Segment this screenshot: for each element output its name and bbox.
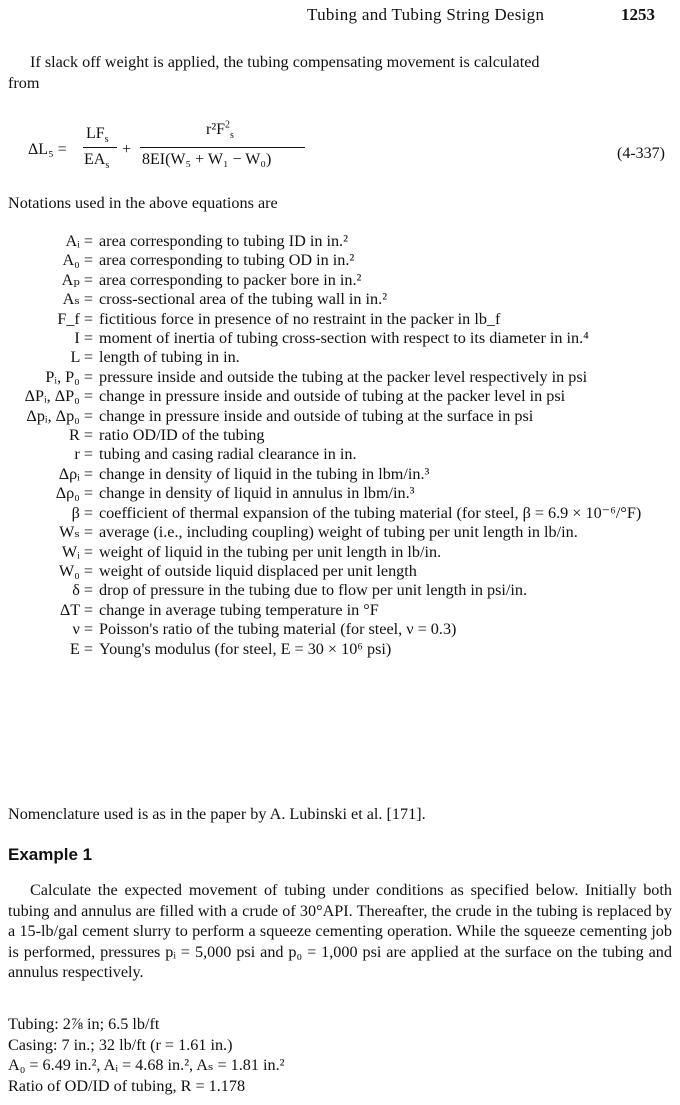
notation-list <box>0 232 680 659</box>
notation-symbol: L = <box>70 348 93 367</box>
notation-row <box>0 387 680 406</box>
notation-description: change in pressure inside and outside of tubing at the packer level in psi <box>99 387 566 406</box>
intro-line-2: from <box>8 74 40 92</box>
notation-description: change in density of liquid in the tubing in lbm/in.³ <box>99 464 430 483</box>
notation-symbol: Δpᵢ, Δp₀ = <box>26 406 93 425</box>
notation-row <box>0 348 680 367</box>
notation-row <box>0 504 680 523</box>
notations-intro: Notations used in the above equations are <box>8 194 278 212</box>
notation-symbol: I = <box>74 329 93 348</box>
notation-symbol: Δρᵢ = <box>58 464 93 483</box>
notation-symbol: Aₚ = <box>61 270 93 289</box>
notation-description: fictitious force in presence of no restraint in the packer in lb_f <box>99 309 501 328</box>
fraction-bar-2 <box>140 147 305 148</box>
notation-row <box>0 445 680 464</box>
notation-description: weight of liquid in the tubing per unit length in lb/in. <box>99 542 442 561</box>
notation-description: ratio OD/ID of the tubing <box>99 426 265 445</box>
notation-symbol: F_f = <box>57 309 93 328</box>
term2-numerator: $r^2F^2_s$ <box>206 119 234 142</box>
running-header-title: Tubing and Tubing String Design <box>307 5 545 24</box>
equation-plus: + <box>122 141 132 158</box>
notation-symbol: A₀ = <box>62 251 93 270</box>
notation-symbol: Wᵢ = <box>61 542 93 561</box>
notation-symbol: E = <box>69 639 93 658</box>
notation-description: area corresponding to tubing ID in in.² <box>99 232 348 250</box>
notation-row <box>0 407 680 426</box>
notation-row <box>0 329 680 348</box>
notation-symbol: ΔT = <box>59 600 93 619</box>
notation-row <box>0 290 680 309</box>
notation-description: change in average tubing temperature in °F <box>99 600 379 619</box>
intro-line-1: If slack off weight is applied, the tubing compensating movement is calculated <box>30 53 540 71</box>
nomenclature-note: Nomenclature used is as in the paper by A. Lubinski et al. [171]. <box>8 805 426 823</box>
notation-symbol: Pᵢ, P₀ = <box>45 367 93 386</box>
equation-lhs: ΔL₅ = <box>28 141 67 158</box>
notation-row <box>0 232 680 251</box>
given-line: Ratio of OD/ID of tubing, R = 1.178 <box>8 1076 246 1095</box>
given-line: Tubing: 2⅞ in; 6.5 lb/ft <box>8 1015 160 1033</box>
notation-description: weight of outside liquid displaced per unit length <box>99 561 417 580</box>
notation-symbol: Aᵢ = <box>65 232 93 250</box>
notation-row <box>0 562 680 581</box>
notation-row <box>0 271 680 290</box>
notation-symbol: Δρ₀ = <box>55 484 93 503</box>
notation-symbol: R = <box>69 426 93 445</box>
notation-row <box>0 426 680 445</box>
notation-description: moment of inertia of tubing cross-section with respect to its diameter in in.⁴ <box>99 329 589 348</box>
term2-denominator: 8EI(W₅ + W₁ − W₀) <box>142 151 272 168</box>
notation-description: cross-sectional area of the tubing wall in in.² <box>99 290 388 309</box>
notation-description: average (i.e., including coupling) weight of tubing per unit length in lb/in. <box>99 523 578 542</box>
notation-description: length of tubing in in. <box>99 348 240 367</box>
notation-row <box>0 251 680 270</box>
notation-description: area corresponding to tubing OD in in.² <box>99 251 355 270</box>
example-heading: Example 1 <box>8 845 93 864</box>
given-line: A₀ = 6.49 in.², Aᵢ = 4.68 in.², Aₛ = 1.81 in.² <box>8 1056 285 1074</box>
notation-symbol: Aₛ = <box>62 290 93 309</box>
notation-row <box>0 368 680 387</box>
notation-description: tubing and casing radial clearance in in. <box>99 445 357 464</box>
given-line: Casing: 7 in.; 32 lb/ft (r = 1.61 in.) <box>8 1035 233 1054</box>
notation-row <box>0 310 680 329</box>
notation-symbol: r = <box>74 445 93 464</box>
equation-number: (4-337) <box>617 145 665 162</box>
fraction-bar-1 <box>83 147 117 148</box>
notation-row <box>0 543 680 562</box>
notation-description: area corresponding to packer bore in in.² <box>99 270 362 289</box>
notation-row <box>0 640 680 659</box>
notation-symbol: ν = <box>72 620 93 639</box>
page-number: 1253 <box>621 5 655 24</box>
example-body <box>8 880 672 983</box>
example-body-text: Calculate the expected movement of tubing under conditions as specified below. Initially both tubing and annulus are filled with a crude of 30°API. Thereafter, the crude in the tubing is replaced by a 15-lb/gal cement slurry to perform a squeeze cementing operation. While the squeeze cementing job is performed, pressures pᵢ = 5,000 psi and p₀ = 1,000 psi are applied at the surface on the tubing and annulus respectively. <box>8 881 672 981</box>
notation-symbol: Wₛ = <box>59 523 93 542</box>
notation-symbol: ΔPᵢ, ΔP₀ = <box>24 387 93 406</box>
term1-denominator: $EA_s$ <box>84 151 110 172</box>
example-givens <box>8 1014 284 1096</box>
notation-description: change in density of liquid in annulus in lbm/in.³ <box>99 484 415 503</box>
notation-row <box>0 465 680 484</box>
notation-description: coefficient of thermal expansion of the tubing material (for steel, β = 6.9 × 10⁻⁶/°F) <box>99 503 642 522</box>
notation-symbol: β = <box>71 503 93 522</box>
notation-description: drop of pressure in the tubing due to flow per unit length in psi/in. <box>99 581 528 600</box>
notation-row <box>0 484 680 503</box>
notation-description: change in pressure inside and outside of tubing at the surface in psi <box>99 406 534 425</box>
notation-description: Young's modulus (for steel, E = 30 × 10⁶ psi) <box>99 639 392 658</box>
notation-row <box>0 620 680 639</box>
notation-description: Poisson's ratio of the tubing material (for steel, ν = 0.3) <box>99 620 457 639</box>
notation-row <box>0 523 680 542</box>
notation-row <box>0 581 680 600</box>
notation-symbol: W₀ = <box>58 561 93 580</box>
notation-row <box>0 601 680 620</box>
term1-numerator: $LF_s$ <box>86 125 109 146</box>
notation-symbol: δ = <box>72 581 93 600</box>
notation-description: pressure inside and outside the tubing at the packer level respectively in psi <box>99 367 588 386</box>
